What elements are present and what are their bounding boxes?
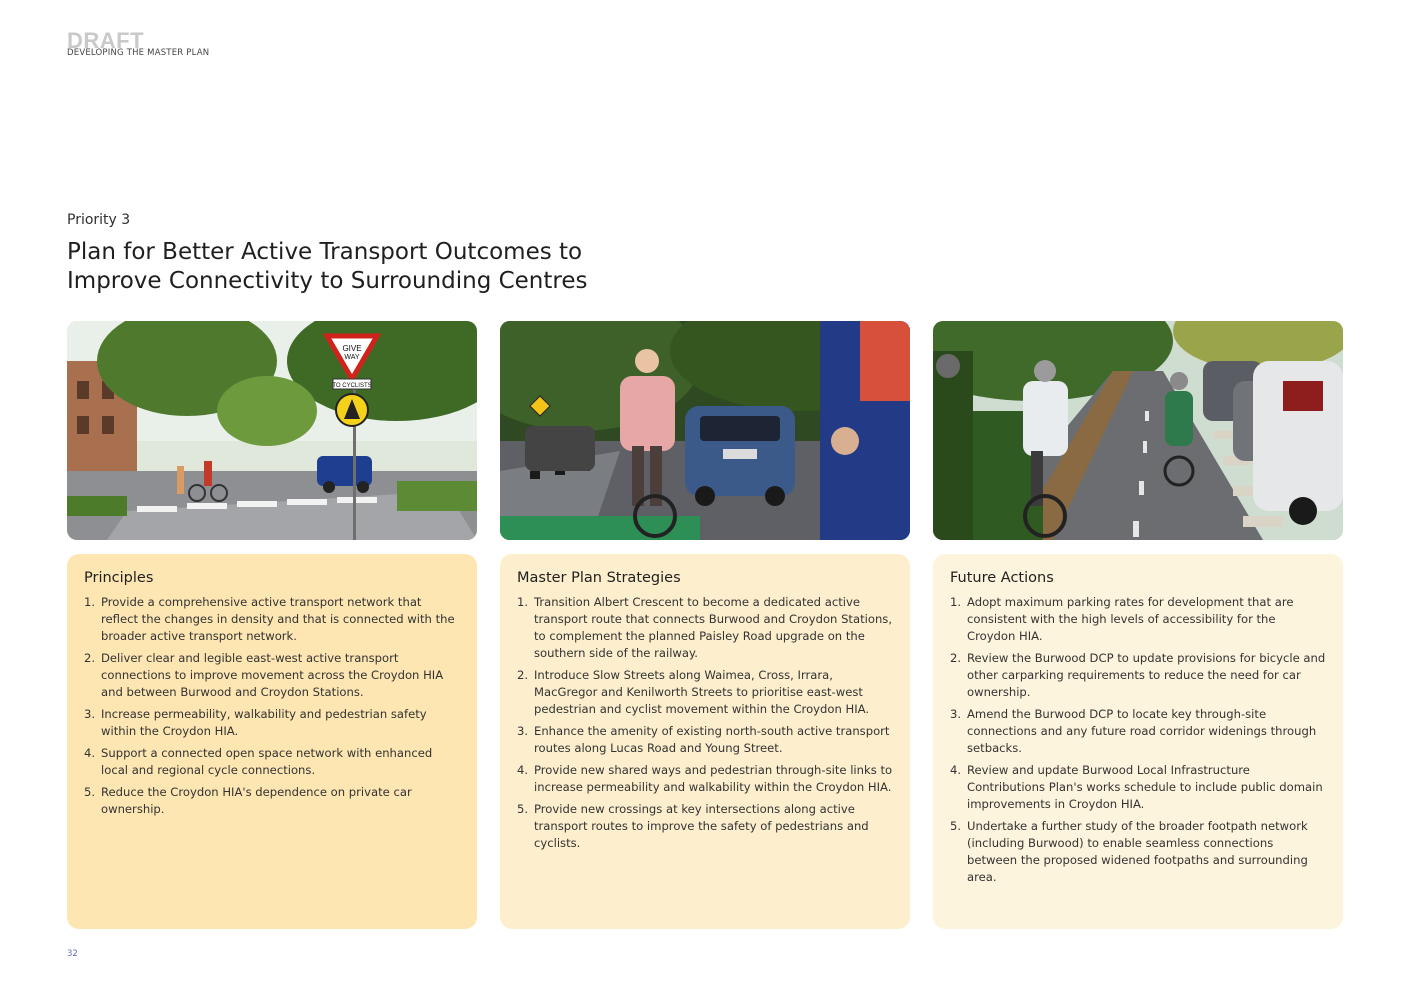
page-number: 32 [67,949,78,959]
give-way-sign-text-2: WAY [344,354,360,361]
cyclists-sign-text: TO CYCLISTS [332,383,372,389]
strategies-heading: Master Plan Strategies [517,570,681,586]
list-item: 5. Provide new crossings at key intersections along active transport routes to improve the safety of pedestrians and cyclists. [517,802,869,850]
list-item: 2. Review the Burwood DCP to update provisions for bicycle and other carparking requirements to reduce the need for car ownership. [950,651,1326,699]
section-label: DEVELOPING THE MASTER PLAN [67,48,210,58]
list-item: 5. Reduce the Croydon HIA's dependence on private car ownership. [84,785,412,816]
photo-cycle-lane [933,321,1343,540]
list-item: 4. Review and update Burwood Local Infrastructure Contributions Plan's works schedule to include public domain improvements in Croydon HIA. [950,763,1323,811]
list-item: 1. Provide a comprehensive active transport network that reflect the changes in density and that is connected with the broader active transport network. [84,595,455,643]
list-item: 2. Deliver clear and legible east-west active transport connections to improve movement across the Croydon HIA and between Burwood and Croydon Stations. [84,651,444,699]
list-item: 3. Increase permeability, walkability and pedestrian safety within the Croydon HIA. [84,707,427,738]
future-actions-heading: Future Actions [950,570,1054,586]
list-item: 1. Transition Albert Crescent to become a dedicated active transport route that connects Burwood and Croydon Stations, to complement the planned Paisley Road upgrade on the southern side of the railway. [517,595,893,660]
list-item: 4. Provide new shared ways and pedestrian through-site links to increase permeability and walkability within the Croydon HIA. [517,763,893,794]
give-way-sign-text: GIVE [342,344,362,353]
list-item: 5. Undertake a further study of the broader footpath network (including Burwood) to enable seamless connections between the proposed widened footpaths and surrounding area. [950,819,1308,884]
strategies-list [517,594,894,852]
future-actions-card [933,554,1343,929]
draft-watermark: DRAFT [67,28,145,53]
photo-pedestrian-crossing [67,321,477,540]
list-item: 3. Amend the Burwood DCP to locate key through-site connections and any future road corridor widenings through setbacks. [950,707,1317,755]
list-item: 4. Support a connected open space network with enhanced local and regional cycle connections. [84,746,433,777]
title-line-2: Improve Connectivity to Surrounding Centres [67,268,588,294]
list-item: 1. Adopt maximum parking rates for development that are consistent with the high levels of accessibility for the Croydon HIA. [950,595,1294,643]
page-title [67,238,707,296]
strategies-card [500,554,910,929]
future-actions-list [950,594,1327,886]
principles-card [67,554,477,929]
photo-cyclist-on-road [500,321,910,540]
title-line-1: Plan for Better Active Transport Outcomes to [67,239,583,265]
priority-label: Priority 3 [67,212,131,228]
list-item: 2. Introduce Slow Streets along Waimea, Cross, Irrara, MacGregor and Kenilworth Streets to prioritise east-west pedestrian and cyclist movement within the Croydon HIA. [517,668,870,716]
principles-list [84,594,461,818]
principles-heading: Principles [84,570,154,586]
list-item: 3. Enhance the amenity of existing north-south active transport routes along Lucas Road and Young Street. [517,724,890,755]
